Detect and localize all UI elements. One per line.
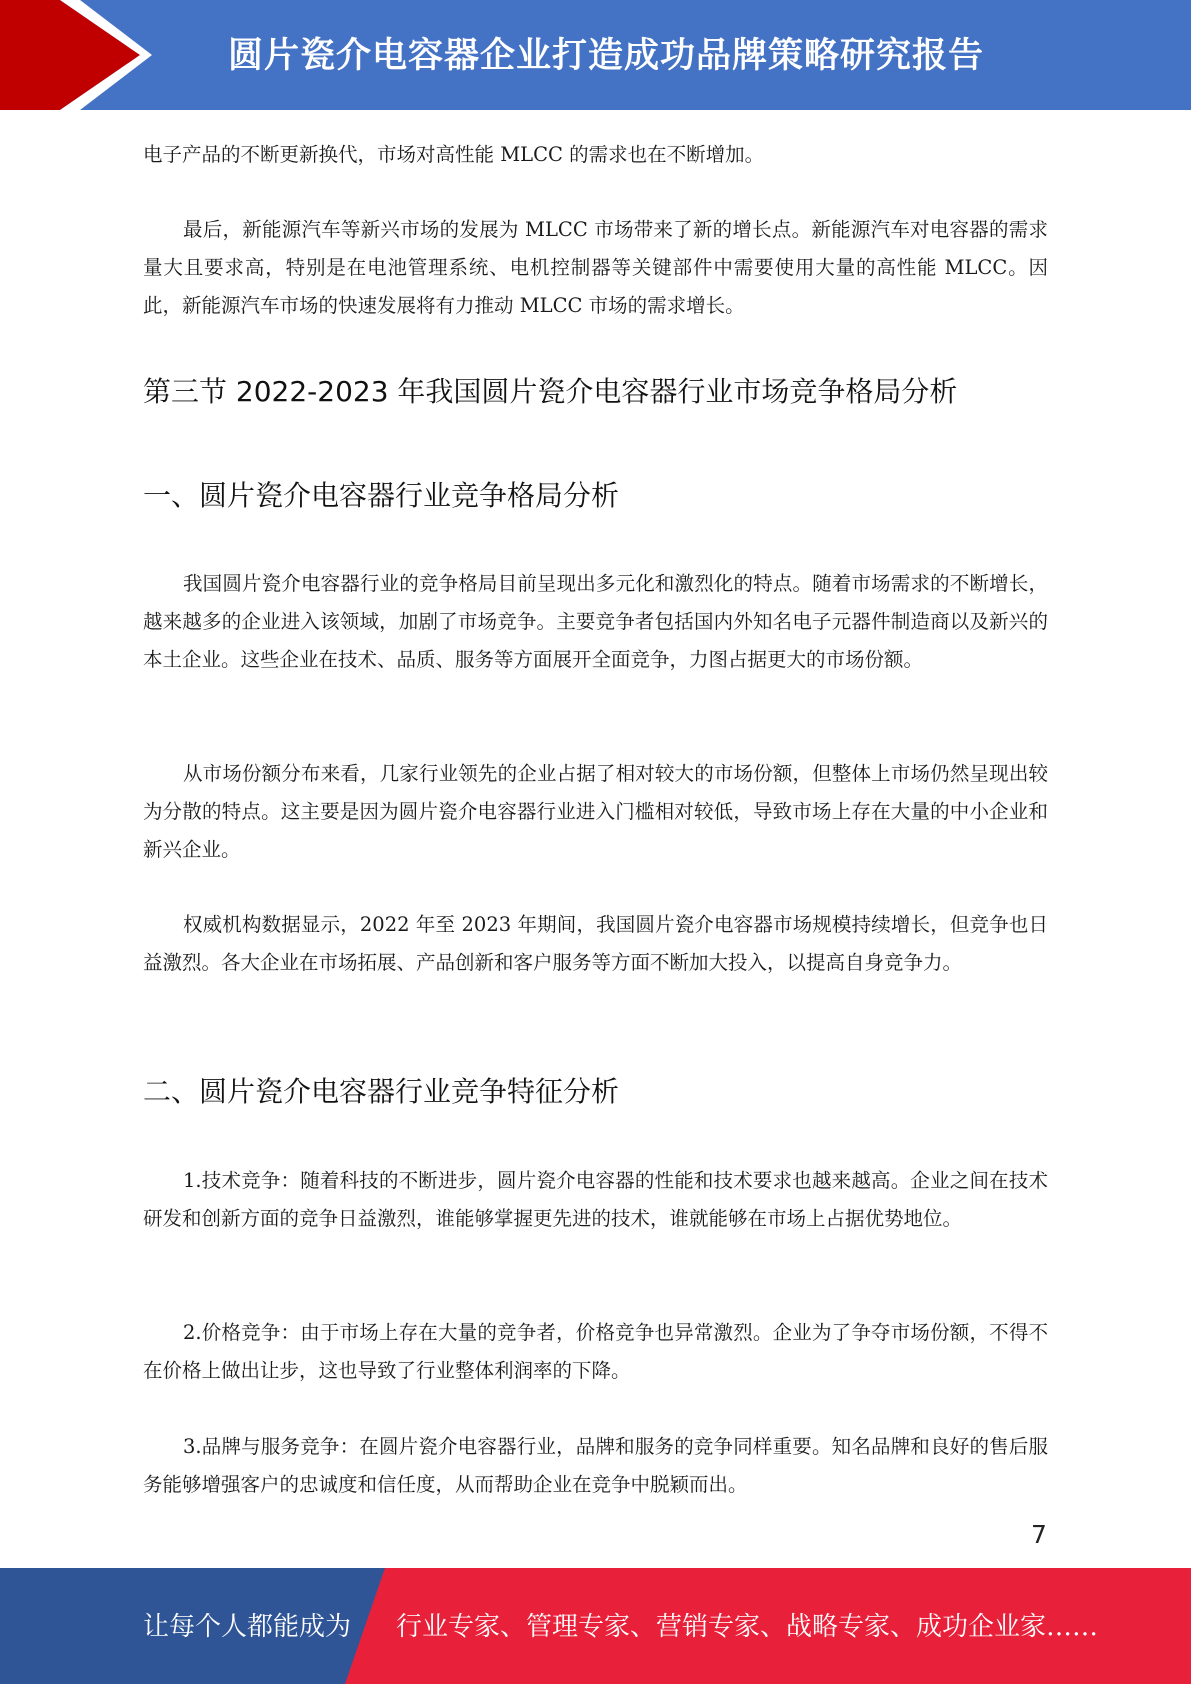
header-arrow-icon bbox=[0, 0, 160, 110]
footer-slogan-left: 让每个人都能成为 bbox=[143, 1612, 352, 1642]
header-banner bbox=[0, 0, 1191, 110]
paragraph-mlcc-demand: 电子产品的不断更新换代，市场对高性能 MLCC 的需求也在不断增加。 bbox=[143, 143, 765, 166]
paragraph-authority-data: 权威机构数据显示，2022 年至 2023 年期间，我国圆片瓷介电容器市场规模持续增长，但竞争也日益激烈。各大企业在市场拓展、产品创新和客户服务等方面不断加大投入，以提高自身竞争力。 bbox=[143, 913, 1048, 974]
document-title: 圆片瓷介电容器企业打造成功品牌策略研究报告 bbox=[228, 36, 985, 76]
subsection-heading-features: 二、圆片瓷介电容器行业竞争特征分析 bbox=[143, 1075, 620, 1108]
paragraph-landscape: 我国圆片瓷介电容器行业的竞争格局目前呈现出多元化和激烈化的特点。随着市场需求的不断增长，越来越多的企业进入该领域，加剧了市场竞争。主要竞争者包括国内外知名电子元器件制造商以及新兴的本土企业。这些企业在技术、品质、服务等方面展开全面竞争，力图占据更大的市场份额。 bbox=[143, 572, 1048, 671]
paragraph-market-share: 从市场份额分布来看，几家行业领先的企业占据了相对较大的市场份额，但整体上市场仍然呈现出较为分散的特点。这主要是因为圆片瓷介电容器行业进入门槛相对较低，导致市场上存在大量的中小企业和新兴企业。 bbox=[143, 762, 1048, 861]
page-number: 7 bbox=[1031, 1520, 1047, 1549]
section-heading: 第三节 2022-2023 年我国圆片瓷介电容器行业市场竞争格局分析 bbox=[143, 375, 958, 408]
paragraph-brand-competition: 3.品牌与服务竞争：在圆片瓷介电容器行业，品牌和服务的竞争同样重要。知名品牌和良好的售后服务能够增强客户的忠诚度和信任度，从而帮助企业在竞争中脱颖而出。 bbox=[143, 1435, 1048, 1496]
paragraph-new-energy: 最后，新能源汽车等新兴市场的发展为 MLCC 市场带来了新的增长点。新能源汽车对电容器的需求量大且要求高，特别是在电池管理系统、电机控制器等关键部件中需要使用大量的高性能 MLCC。因此，新能源汽车市场的快速发展将有力推动 MLCC 市场的需求增长。 bbox=[143, 218, 1048, 317]
paragraph-tech-competition: 1.技术竞争：随着科技的不断进步，圆片瓷介电容器的性能和技术要求也越来越高。企业之间在技术研发和创新方面的竞争日益激烈，谁能够掌握更先进的技术，谁就能够在市场上占据优势地位。 bbox=[143, 1169, 1048, 1230]
subsection-heading-landscape: 一、圆片瓷介电容器行业竞争格局分析 bbox=[143, 479, 620, 512]
footer-banner bbox=[0, 1568, 1191, 1684]
paragraph-price-competition: 2.价格竞争：由于市场上存在大量的竞争者，价格竞争也异常激烈。企业为了争夺市场份额，不得不在价格上做出让步，这也导致了行业整体利润率的下降。 bbox=[143, 1321, 1048, 1382]
footer-slogan-right: 行业专家、管理专家、营销专家、战略专家、成功企业家…… bbox=[396, 1612, 1099, 1642]
